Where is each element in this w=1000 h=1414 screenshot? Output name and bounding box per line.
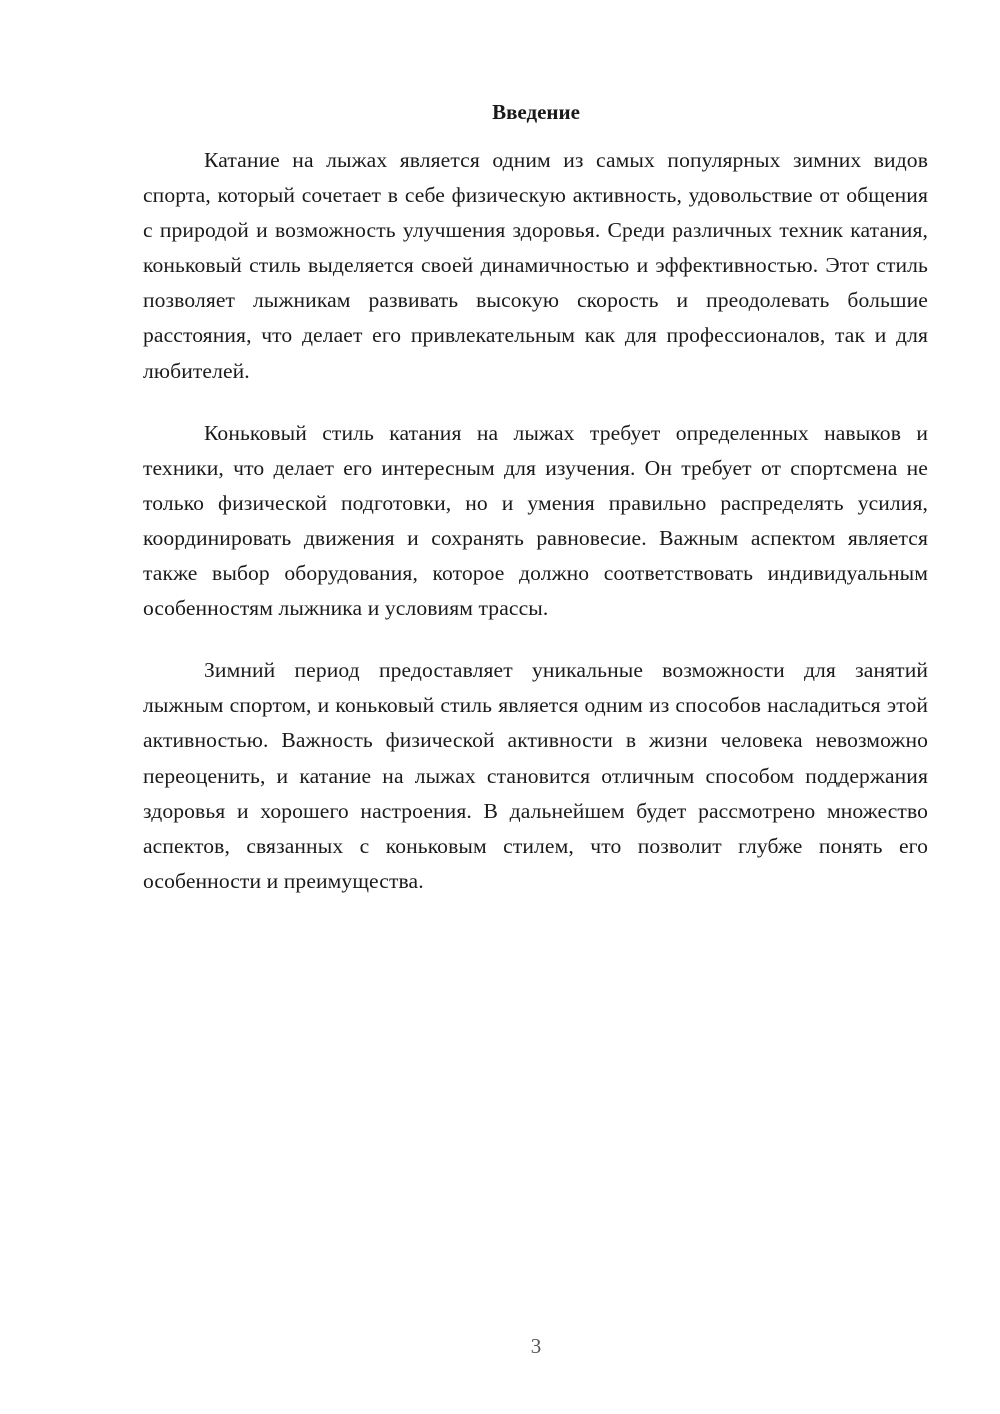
paragraph-2: Коньковый стиль катания на лыжах требует определенных навыков и техники, что делает его интересным для изучения. Он требует от спортсмена не только физической подготовки, но и умения правильно распределять усилия, координировать движения и сохранять равновесие. Важным аспектом является также выбор оборудования, которое должно соответствовать индивидуальным особенностям лыжника и условиям трассы. (143, 420, 928, 621)
page-number: 3 (530, 1334, 542, 1358)
paragraph-3: Зимний период предоставляет уникальные возможности для занятий лыжным спортом, и коньковый стиль является одним из способов насладиться этой активностью. Важность физической активности в жизни человека невозможно переоценить, и катание на лыжах становится отличным способом поддержания здоровья и хорошего настроения. В дальнейшем будет рассмотрено множество аспектов, связанных с коньковым стилем, что позволит глубже понять его особенности и преимущества. (143, 658, 928, 893)
paragraph-1: Катание на лыжах является одним из самых популярных зимних видов спорта, который сочетает в себе физическую активность, удовольствие от общения с природой и возможность улучшения здоровья. Среди различных техник катания, коньковый стиль выделяется своей динамичностью и эффективностью. Этот стиль позволяет лыжникам развивать высокую скорость и преодолевать большие расстояния, что делает его привлекательным как для профессионалов, так и для любителей. (143, 148, 928, 383)
page-title: Введение (492, 100, 580, 124)
document-body (143, 143, 928, 926)
